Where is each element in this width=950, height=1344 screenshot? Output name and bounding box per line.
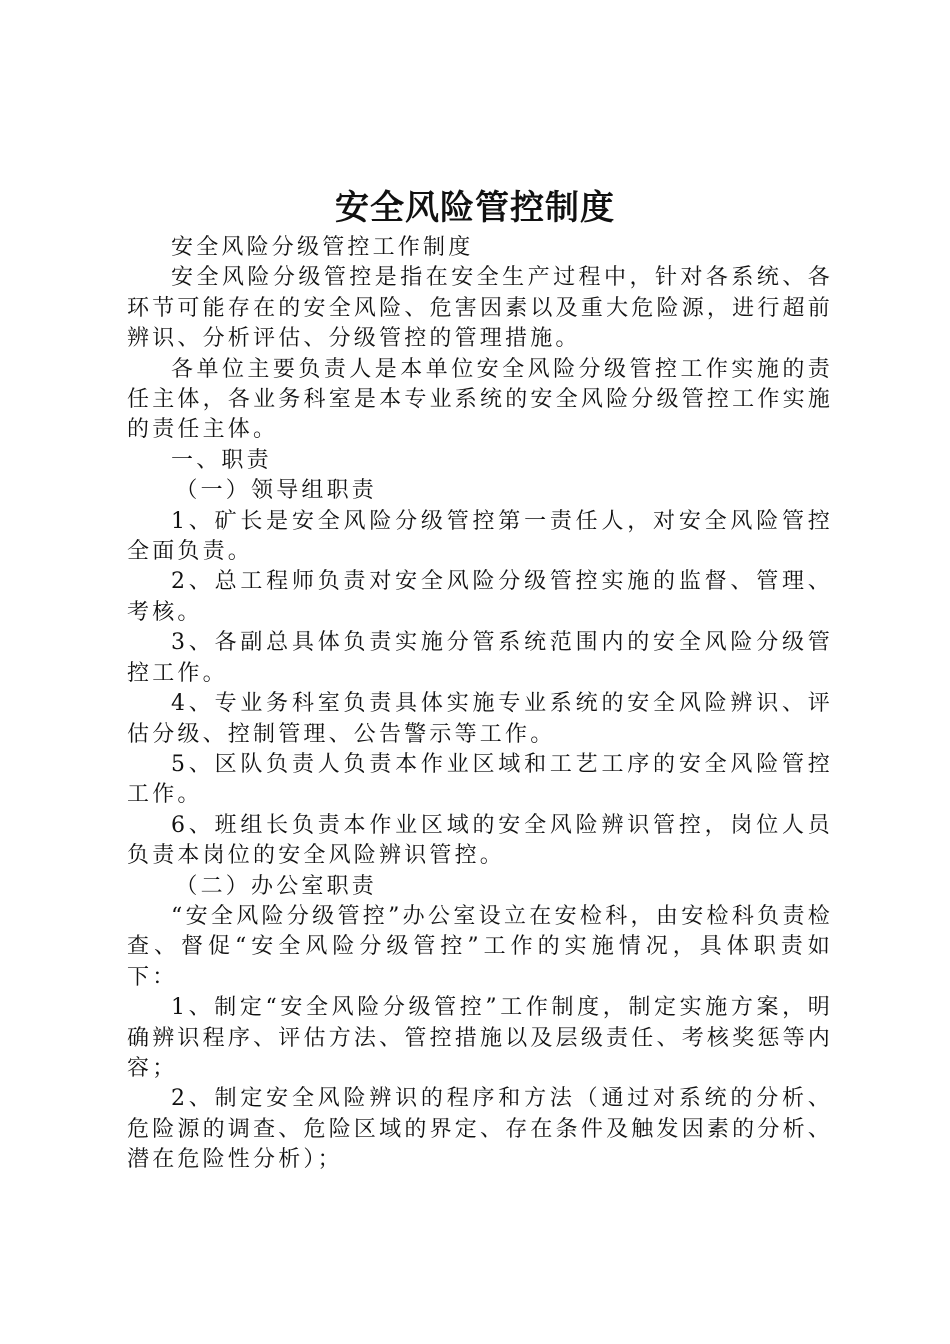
list-item: 5、区队负责人负责本作业区域和工艺工序的安全风险管控工作。: [127, 751, 833, 808]
subsection-heading: （二）办公室职责: [175, 873, 377, 899]
paragraph-subtitle: 安全风险分级管控工作制度: [171, 235, 474, 260]
section-heading: 一、职责: [171, 447, 272, 473]
list-item: 2、制定安全风险辨识的程序和方法（通过对系统的分析、危险源的调查、危险区域的界定、存在条件及触发因素的分析、潜在危险性分析）；: [127, 1086, 833, 1173]
paragraph: “安全风险分级管控”办公室设立在安检科，由安检科负责检查、督促“安全风险分级管控”工作的实施情况，具体职责如下：: [127, 903, 833, 990]
list-item: 2、总工程师负责对安全风险分级管控实施的监督、管理、考核。: [127, 569, 833, 625]
paragraph: 各单位主要负责人是本单位安全风险分级管控工作实施的责任主体，各业务科室是本专业系统的安全风险分级管控工作实施的责任主体。: [127, 356, 833, 443]
list-item: 6、班组长负责本作业区域的安全风险辨识管控，岗位人员负责本岗位的安全风险辨识管控。: [127, 812, 833, 869]
subsection-heading: （一）领导组职责: [175, 478, 377, 504]
document-title: 安全风险管控制度: [335, 188, 615, 228]
list-item: 3、各副总具体负责实施分管系统范围内的安全风险分级管控工作。: [127, 630, 833, 686]
document-body: [127, 233, 833, 1176]
list-item: 1、矿长是安全风险分级管控第一责任人，对安全风险管控全面负责。: [127, 508, 833, 565]
list-item: 4、专业务科室负责具体实施专业系统的安全风险辨识、评估分级、控制管理、公告警示等工作。: [127, 691, 833, 747]
list-item: 1、制定“安全风险分级管控”工作制度，制定实施方案，明确辨识程序、评估方法、管控措施以及层级责任、考核奖惩等内容；: [127, 995, 833, 1081]
paragraph: 安全风险分级管控是指在安全生产过程中，针对各系统、各环节可能存在的安全风险、危害因素以及重大危险源，进行超前辨识、分析评估、分级管控的管理措施。: [127, 265, 833, 352]
